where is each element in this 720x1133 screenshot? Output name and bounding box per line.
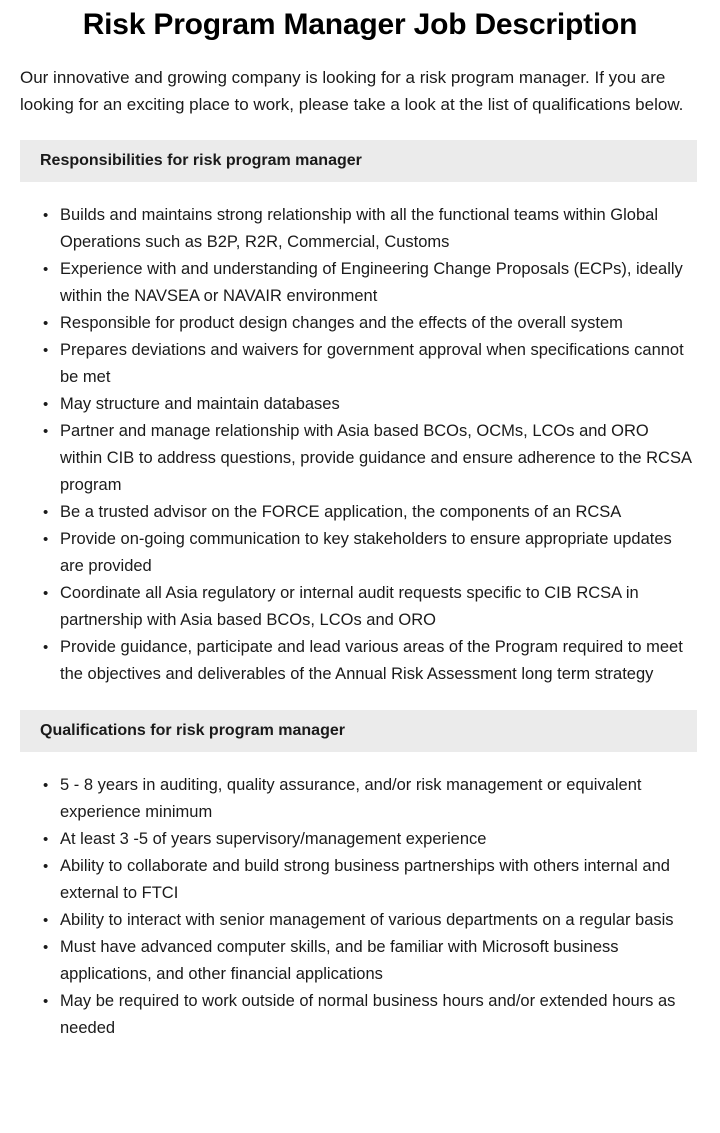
- bullet-icon: •: [43, 207, 49, 224]
- list-item-text: Partner and manage relationship with Asia based BCOs, OCMs, LCOs and ORO within CIB to address questions, provide guidance and ensure adherence to the RCSA program: [60, 422, 692, 494]
- bullet-icon: •: [43, 342, 49, 359]
- list-item-text: Prepares deviations and waivers for government approval when specifications cannot be met: [60, 341, 684, 386]
- bullet-icon: •: [43, 858, 49, 875]
- bullet-list: [0, 752, 720, 1042]
- bullet-icon: •: [43, 531, 49, 548]
- intro-paragraph: Our innovative and growing company is looking for a risk program manager. If you are looking for an exciting place to work, please take a look at the list of qualifications below.: [20, 68, 684, 114]
- list-item-text: Must have advanced computer skills, and be familiar with Microsoft business applications, and other financial applications: [60, 938, 619, 983]
- list-item-text: Provide guidance, participate and lead various areas of the Program required to meet the objectives and deliverables of the Annual Risk Assessment long term strategy: [60, 638, 683, 683]
- bullet-icon: •: [43, 912, 49, 929]
- bottom-spacer: [0, 1042, 720, 1068]
- list-item: [43, 202, 695, 256]
- bullet-icon: •: [43, 504, 49, 521]
- list-item: [43, 256, 695, 310]
- list-item-text: May be required to work outside of normal business hours and/or extended hours as needed: [60, 992, 676, 1037]
- list-item: [43, 499, 695, 526]
- list-item: [43, 526, 695, 580]
- section-header-title: Responsibilities for risk program manager: [40, 152, 362, 169]
- list-item-text: At least 3 -5 of years supervisory/management experience: [60, 830, 487, 848]
- list-item-text: Builds and maintains strong relationship with all the functional teams within Global Operations such as B2P, R2R, Commercial, Customs: [60, 206, 658, 251]
- bullet-icon: •: [43, 831, 49, 848]
- list-item-text: Provide on-going communication to key stakeholders to ensure appropriate updates are provided: [60, 530, 672, 575]
- bullet-icon: •: [43, 993, 49, 1010]
- list-item-text: Experience with and understanding of Engineering Change Proposals (ECPs), ideally within the NAVSEA or NAVAIR environment: [60, 260, 683, 305]
- list-item-text: Be a trusted advisor on the FORCE application, the components of an RCSA: [60, 503, 622, 521]
- list-item: [43, 988, 695, 1042]
- bullet-icon: •: [43, 396, 49, 413]
- list-item: [43, 391, 695, 418]
- list-item-text: May structure and maintain databases: [60, 395, 340, 413]
- list-item-text: Responsible for product design changes and the effects of the overall system: [60, 314, 623, 332]
- list-item-text: Ability to collaborate and build strong business partnerships with others internal and external to FTCI: [60, 857, 670, 902]
- bullet-icon: •: [43, 639, 49, 656]
- list-item-text: 5 - 8 years in auditing, quality assurance, and/or risk management or equivalent experience minimum: [60, 776, 642, 821]
- section: [0, 710, 720, 1042]
- list-item: [43, 907, 695, 934]
- list-item-text: Ability to interact with senior management of various departments on a regular basis: [60, 911, 674, 929]
- list-item: [43, 826, 695, 853]
- list-item: [43, 853, 695, 907]
- section-header: [20, 140, 697, 182]
- list-item: [43, 634, 695, 688]
- list-item: [43, 337, 695, 391]
- list-item: [43, 934, 695, 988]
- bullet-icon: •: [43, 585, 49, 602]
- list-item: [43, 418, 695, 499]
- bullet-icon: •: [43, 261, 49, 278]
- sections-container: [0, 140, 720, 1042]
- section-header-title: Qualifications for risk program manager: [40, 722, 345, 739]
- page-title: Risk Program Manager Job Description: [82, 8, 638, 41]
- list-item: [43, 772, 695, 826]
- bullet-icon: •: [43, 777, 49, 794]
- bullet-icon: •: [43, 939, 49, 956]
- section: [0, 140, 720, 688]
- list-item: [43, 310, 695, 337]
- list-item-text: Coordinate all Asia regulatory or internal audit requests specific to CIB RCSA in partnership with Asia based BCOs, LCOs and ORO: [60, 584, 639, 629]
- bullet-icon: •: [43, 423, 49, 440]
- section-header: [20, 710, 697, 752]
- bullet-list: [0, 182, 720, 688]
- list-item: [43, 580, 695, 634]
- bullet-icon: •: [43, 315, 49, 332]
